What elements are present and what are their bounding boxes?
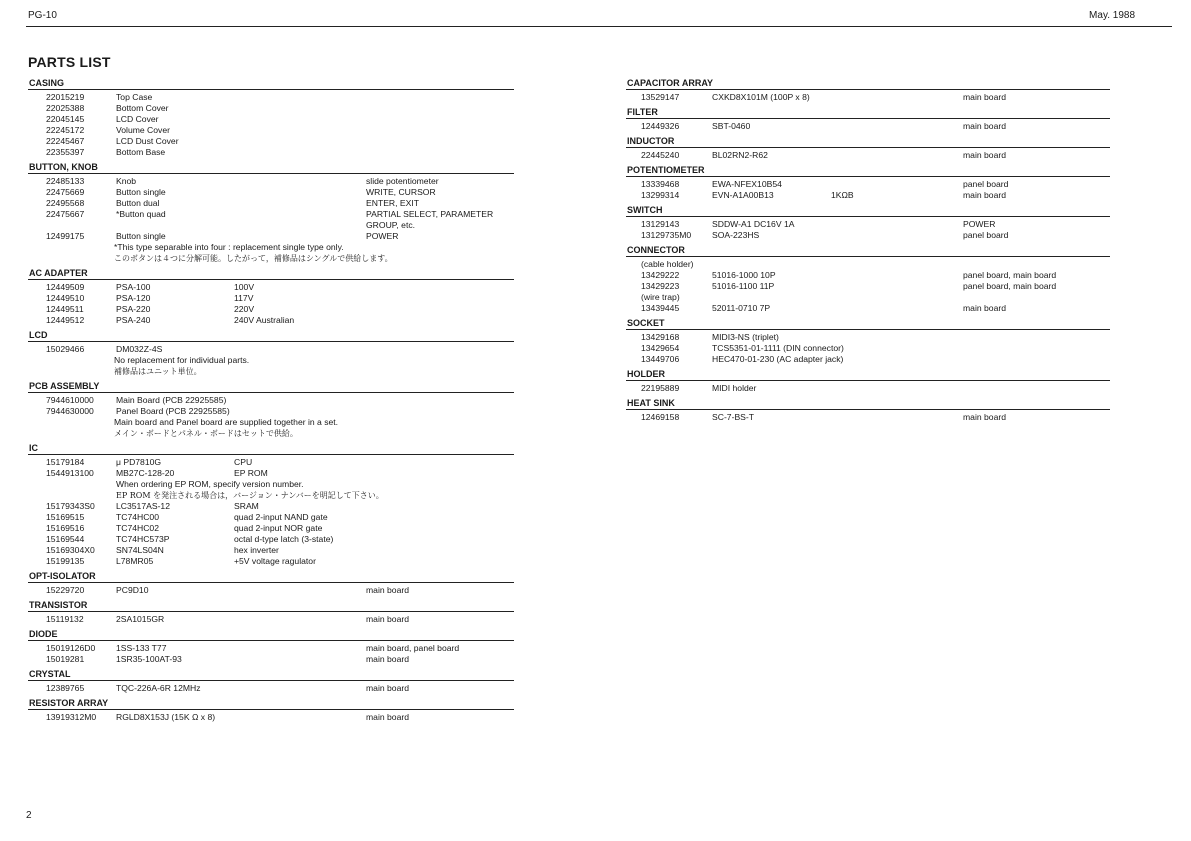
part-row: [626, 383, 1110, 394]
part-number: 13439445: [641, 303, 680, 313]
part-description: Knob: [116, 176, 137, 186]
part-description: LC3517AS-12: [116, 501, 170, 511]
part-description: SDDW-A1 DC16V 1A: [712, 219, 795, 229]
part-row: [626, 219, 1110, 230]
part-row: [28, 712, 514, 723]
part-description: Button single: [116, 187, 166, 197]
parts-section: [28, 669, 514, 698]
part-row: [28, 395, 514, 406]
part-description: LCD Dust Cover: [116, 136, 179, 146]
part-number: 22045145: [46, 114, 85, 124]
part-number: 15199135: [46, 556, 85, 566]
part-spec: 117V: [234, 293, 254, 303]
part-spec: hex inverter: [234, 545, 279, 555]
part-spec: quad 2-input NOR gate: [234, 523, 323, 533]
part-description: 1SS-133 T77: [116, 643, 167, 653]
part-spec: 220V: [234, 304, 255, 314]
part-number: 12449326: [641, 121, 680, 131]
parts-section: [626, 245, 1110, 318]
part-description: RGLD8X153J (15K Ω x 8): [116, 712, 216, 722]
part-row: [28, 103, 514, 114]
part-row: [626, 259, 1110, 270]
part-row: [626, 343, 1110, 354]
part-description: *Button quad: [116, 209, 166, 219]
section-heading: SWITCH: [626, 205, 1110, 217]
part-number: 22025388: [46, 103, 85, 113]
part-remark: WRITE, CURSOR: [366, 187, 436, 197]
part-description: EP ROM を発注される場合は，バージョン・ナンバーを明記して下さい。: [116, 491, 384, 500]
part-number: 15169516: [46, 523, 85, 533]
section-heading: INDUCTOR: [626, 136, 1110, 148]
part-spec: EP ROM: [234, 468, 268, 478]
part-number: 13919312M0: [46, 712, 97, 722]
part-description: TC74HC00: [116, 512, 159, 522]
section-heading: POTENTIOMETER: [626, 165, 1110, 177]
section-heading: SOCKET: [626, 318, 1110, 330]
part-row: [626, 150, 1110, 161]
part-remark: slide potentiometer: [366, 176, 439, 186]
part-remark: main board: [366, 712, 409, 722]
part-row: [626, 270, 1110, 281]
section-note: No replacement for individual parts.: [114, 355, 250, 365]
part-description: PSA-100: [116, 282, 151, 292]
part-number: 15169304X0: [46, 545, 95, 555]
part-number: 22485133: [46, 176, 85, 186]
part-number: 12449511: [46, 304, 84, 314]
section-rows: [28, 393, 514, 443]
part-description: TC74HC02: [116, 523, 159, 533]
part-description: 51016-1100 11P: [712, 281, 775, 291]
section-note: メイン・ボードとパネル・ボードはセットで供給。: [114, 429, 298, 438]
part-row: [28, 198, 514, 209]
part-description: Bottom Base: [116, 147, 166, 157]
part-description: Volume Cover: [116, 125, 170, 135]
section-rows: [28, 280, 514, 330]
part-row: [28, 479, 514, 490]
part-remark: PARTIAL SELECT, PARAMETER: [366, 209, 494, 219]
part-number: 15119132: [46, 614, 84, 624]
part-row: [28, 654, 514, 665]
part-row: [28, 114, 514, 125]
section-rows: [28, 342, 514, 381]
part-remark: main board: [963, 150, 1006, 160]
part-description: Panel Board (PCB 22925585): [116, 406, 230, 416]
part-description: SBT-0460: [712, 121, 751, 131]
part-row: [28, 315, 514, 326]
part-row: [28, 220, 514, 231]
section-heading: CAPACITOR ARRAY: [626, 78, 1110, 90]
part-description: MIDI holder: [712, 383, 757, 393]
section-heading: CRYSTAL: [28, 669, 514, 681]
part-number: 13129735M0: [641, 230, 692, 240]
part-remark: main board: [963, 121, 1006, 131]
page-header-model: PG-10: [28, 10, 57, 21]
part-number: 12449512: [46, 315, 85, 325]
part-row: [28, 293, 514, 304]
parts-section: [28, 381, 514, 443]
part-row: [28, 545, 514, 556]
section-heading: RESISTOR ARRAY: [28, 698, 514, 710]
section-heading: FILTER: [626, 107, 1110, 119]
section-rows: [626, 177, 1110, 205]
section-rows: [28, 612, 514, 629]
part-remark: main board: [366, 654, 409, 664]
section-rows: [28, 583, 514, 600]
section-heading: HEAT SINK: [626, 398, 1110, 410]
part-row: [28, 614, 514, 625]
part-spec: 240V Australian: [234, 315, 295, 325]
section-rows: [28, 710, 514, 727]
parts-section: [28, 268, 514, 330]
part-description: LCD Cover: [116, 114, 159, 124]
part-number: 13299314: [641, 190, 680, 200]
part-remark: main board: [366, 585, 409, 595]
part-description: MB27C-128-20: [116, 468, 175, 478]
part-spec: octal d-type latch (3-state): [234, 534, 334, 544]
part-number: 22355397: [46, 147, 85, 157]
part-row: [28, 523, 514, 534]
section-heading: OPT-ISOLATOR: [28, 571, 514, 583]
part-row: [626, 354, 1110, 365]
part-number: 22195889: [641, 383, 680, 393]
part-number: 22445240: [641, 150, 680, 160]
part-row: [28, 585, 514, 596]
parts-section: [626, 136, 1110, 165]
section-note: 補修品はユニット単位。: [114, 367, 202, 376]
part-row: [28, 304, 514, 315]
parts-section: [28, 698, 514, 727]
section-heading: CASING: [28, 78, 514, 90]
section-rows: [28, 90, 514, 162]
part-number: 15029466: [46, 344, 85, 354]
part-number: 15179343S0: [46, 501, 95, 511]
part-spec: 1KΩB: [831, 190, 854, 200]
part-remark: POWER: [366, 231, 399, 241]
part-row: [28, 231, 514, 242]
section-rows: [626, 381, 1110, 398]
part-row: [28, 125, 514, 136]
section-rows: [626, 90, 1110, 107]
part-remark: GROUP, etc.: [366, 220, 416, 230]
part-row: [28, 344, 514, 355]
parts-section: [28, 629, 514, 669]
part-number: 22475667: [46, 209, 85, 219]
part-row: [626, 281, 1110, 292]
part-remark: main board: [963, 303, 1006, 313]
header-rule: [26, 26, 1172, 27]
part-number: 13429168: [641, 332, 680, 342]
part-row: [626, 190, 1110, 201]
part-spec: +5V voltage ragulator: [234, 556, 316, 566]
part-row: [28, 136, 514, 147]
part-row: [28, 457, 514, 468]
part-description: PSA-120: [116, 293, 151, 303]
parts-section: [626, 398, 1110, 427]
section-rows: [626, 410, 1110, 427]
part-row: [28, 282, 514, 293]
part-row: [28, 187, 514, 198]
section-rows: [28, 681, 514, 698]
part-description: PSA-220: [116, 304, 151, 314]
part-description: When ordering EP ROM, specify version number.: [116, 479, 304, 489]
part-description: μ PD7810G: [116, 457, 162, 467]
part-row: [28, 683, 514, 694]
part-row: [28, 176, 514, 187]
part-remark: main board: [366, 683, 409, 693]
section-heading: AC ADAPTER: [28, 268, 514, 280]
parts-section: [626, 369, 1110, 398]
part-remark: ENTER, EXIT: [366, 198, 420, 208]
part-description: 2SA1015GR: [116, 614, 165, 624]
part-number: 1544913100: [46, 468, 94, 478]
part-number: 13429223: [641, 281, 680, 291]
part-description: Button dual: [116, 198, 160, 208]
part-description: 1SR35-100AT-93: [116, 654, 182, 664]
part-number: 15169515: [46, 512, 85, 522]
part-description: CXKD8X101M (100P x 8): [712, 92, 810, 102]
part-row: [626, 121, 1110, 132]
parts-section: [626, 165, 1110, 205]
part-description: 51016-1000 10P: [712, 270, 776, 280]
part-number: 15019126D0: [46, 643, 96, 653]
part-description: Bottom Cover: [116, 103, 169, 113]
parts-section: [28, 600, 514, 629]
section-rows: [626, 257, 1110, 318]
part-description: EVN-A1A00B13: [712, 190, 774, 200]
part-number: 15229720: [46, 585, 85, 595]
part-spec: 100V: [234, 282, 255, 292]
part-number: 7944610000: [46, 395, 94, 405]
part-description: L78MR05: [116, 556, 154, 566]
parts-list-left-column: [28, 78, 514, 727]
part-number: 13449706: [641, 354, 680, 364]
part-number: 22495568: [46, 198, 85, 208]
parts-section: [28, 571, 514, 600]
part-description: TQC-226A-6R 12MHz: [116, 683, 201, 693]
page-number: 2: [26, 810, 32, 821]
section-heading: TRANSISTOR: [28, 600, 514, 612]
part-row: [28, 512, 514, 523]
part-spec: SRAM: [234, 501, 259, 511]
part-description: HEC470-01-230 (AC adapter jack): [712, 354, 844, 364]
part-number: 12449510: [46, 293, 85, 303]
part-description: TC74HC573P: [116, 534, 170, 544]
section-heading: CONNECTOR: [626, 245, 1110, 257]
section-heading: PCB ASSEMBLY: [28, 381, 514, 393]
part-row: [626, 332, 1110, 343]
part-description: PC9D10: [116, 585, 149, 595]
part-row: [28, 490, 514, 501]
part-row: [626, 303, 1110, 314]
section-rows: [626, 148, 1110, 165]
page-header-date: May. 1988: [1089, 10, 1135, 21]
parts-section: [626, 318, 1110, 369]
part-description: PSA-240: [116, 315, 151, 325]
part-row: [626, 92, 1110, 103]
part-row: [626, 179, 1110, 190]
part-row: [28, 556, 514, 567]
part-number: 13529147: [641, 92, 680, 102]
part-remark: panel board, main board: [963, 281, 1057, 291]
part-remark: main board: [366, 614, 409, 624]
part-number: 22245467: [46, 136, 85, 146]
part-description: TCS5351-01-1111 (DIN connector): [712, 343, 844, 353]
section-heading: LCD: [28, 330, 514, 342]
part-description: Main Board (PCB 22925585): [116, 395, 227, 405]
part-number: 13339468: [641, 179, 680, 189]
section-note: Main board and Panel board are supplied together in a set.: [114, 417, 339, 427]
section-rows: [626, 330, 1110, 369]
part-remark: panel board: [963, 179, 1009, 189]
part-description: DM032Z-4S: [116, 344, 163, 354]
part-description: SN74LS04N: [116, 545, 164, 555]
part-number: 22015219: [46, 92, 85, 102]
section-rows: [626, 217, 1110, 245]
part-description: 52011-0710 7P: [712, 303, 771, 313]
parts-section: [626, 78, 1110, 107]
part-number: 15169544: [46, 534, 85, 544]
part-description: MIDI3-NS (triplet): [712, 332, 779, 342]
parts-section: [28, 330, 514, 381]
page-title: PARTS LIST: [28, 54, 111, 70]
part-number: 12449509: [46, 282, 85, 292]
part-row: [28, 406, 514, 417]
part-spec: quad 2-input NAND gate: [234, 512, 328, 522]
part-number: 7944630000: [46, 406, 94, 416]
section-rows: [28, 641, 514, 669]
section-rows: [626, 119, 1110, 136]
parts-section: [626, 205, 1110, 245]
part-description: SC-7-BS-T: [712, 412, 755, 422]
part-row: [28, 209, 514, 220]
section-rows: [28, 174, 514, 268]
part-row: [626, 412, 1110, 423]
parts-section: [626, 107, 1110, 136]
part-number: (cable holder): [641, 259, 694, 269]
part-number: 12469158: [641, 412, 680, 422]
part-row: [28, 501, 514, 512]
section-heading: HOLDER: [626, 369, 1110, 381]
part-number: 13129143: [641, 219, 680, 229]
part-row: [28, 147, 514, 158]
part-description: Button single: [116, 231, 166, 241]
section-heading: BUTTON, KNOB: [28, 162, 514, 174]
part-description: Top Case: [116, 92, 153, 102]
section-note: このボタンは４つに分解可能。したがって，補修品はシングルで供給します。: [114, 254, 393, 263]
parts-section: [28, 78, 514, 162]
part-remark: main board: [963, 92, 1006, 102]
part-description: BL02RN2-R62: [712, 150, 768, 160]
part-number: (wire trap): [641, 292, 680, 302]
section-rows: [28, 455, 514, 571]
parts-section: [28, 443, 514, 571]
part-row: [626, 292, 1110, 303]
part-row: [28, 92, 514, 103]
part-remark: panel board, main board: [963, 270, 1057, 280]
part-number: 15179184: [46, 457, 85, 467]
part-row: [28, 643, 514, 654]
part-spec: CPU: [234, 457, 253, 467]
part-number: 22245172: [46, 125, 85, 135]
parts-list-right-column: [626, 78, 1110, 427]
part-number: 13429222: [641, 270, 680, 280]
part-remark: main board: [963, 190, 1006, 200]
part-description: EWA-NFEX10B54: [712, 179, 782, 189]
part-number: 13429654: [641, 343, 680, 353]
part-number: 12389765: [46, 683, 85, 693]
part-remark: main board, panel board: [366, 643, 460, 653]
part-row: [28, 534, 514, 545]
part-number: 15019281: [46, 654, 85, 664]
part-row: [626, 230, 1110, 241]
part-number: 12499175: [46, 231, 85, 241]
parts-section: [28, 162, 514, 268]
part-row: [28, 468, 514, 479]
section-heading: IC: [28, 443, 514, 455]
part-remark: POWER: [963, 219, 996, 229]
part-description: SOA-223HS: [712, 230, 760, 240]
section-note: *This type separable into four : replacement single type only.: [114, 242, 344, 252]
section-heading: DIODE: [28, 629, 514, 641]
part-remark: main board: [963, 412, 1006, 422]
part-remark: panel board: [963, 230, 1009, 240]
part-number: 22475669: [46, 187, 85, 197]
